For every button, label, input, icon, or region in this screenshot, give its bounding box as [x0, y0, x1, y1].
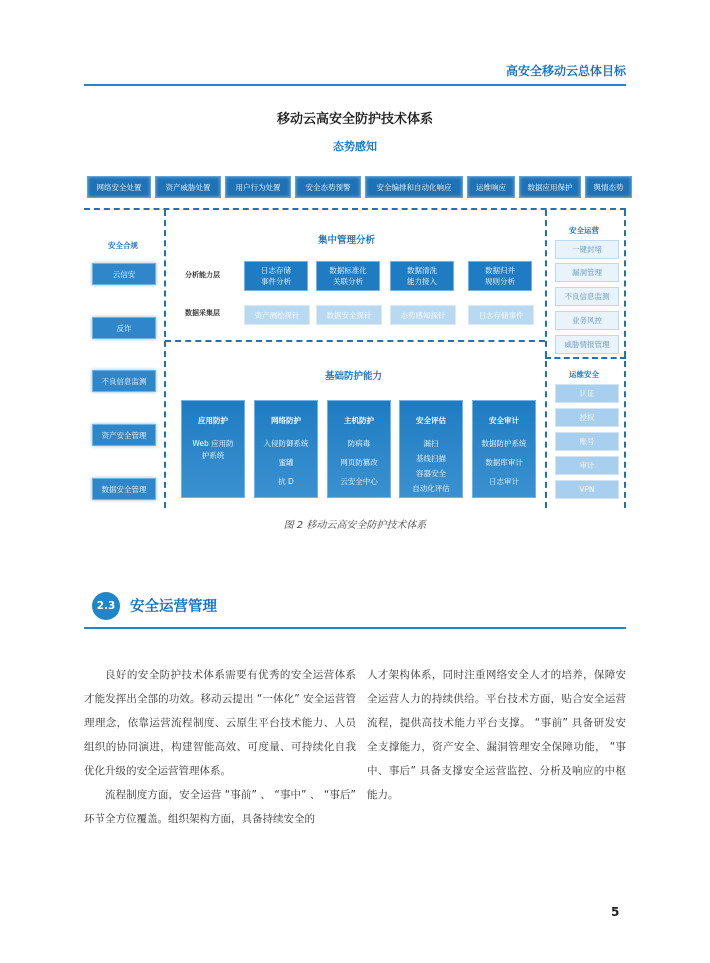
top-bar-item: 舆情态势 — [585, 176, 632, 198]
analysis-item: 数据清洗 能力接入 — [390, 261, 454, 291]
dashed-divider — [624, 210, 626, 508]
collection-layer-label: 数据采集层 — [185, 309, 220, 317]
figure-subtitle: 态势感知 — [333, 140, 377, 153]
compliance-item: 云信安 — [92, 263, 156, 285]
collection-item: 数据安全探针 — [316, 305, 382, 325]
compliance-item: 数据安全管理 — [92, 478, 156, 500]
dashed-divider — [545, 357, 626, 359]
analysis-layer-label: 分析能力层 — [185, 271, 220, 279]
page-number: 5 — [611, 905, 620, 919]
compliance-title: 安全合规 — [108, 241, 138, 250]
top-bar-item: 资产威胁处置 — [155, 176, 221, 198]
top-bar-item: 用户行为处置 — [225, 176, 291, 198]
column-item: 数据防护系统 — [481, 439, 527, 448]
protection-column — [472, 400, 536, 498]
column-title: 网络防护 — [271, 416, 301, 425]
column-item: 数据库审计 — [485, 458, 523, 467]
ops-item: 业务风控 — [555, 311, 619, 330]
protection-column — [181, 400, 245, 498]
column-item: 护系统 — [201, 451, 225, 460]
column-item: 基线扫描 — [416, 454, 446, 463]
section-title: 安全运营管理 — [130, 599, 217, 615]
collection-item: 态势感知探针 — [390, 305, 456, 325]
protection-column — [254, 400, 318, 498]
column-item: 蜜罐 — [278, 458, 294, 467]
top-bar-item: 数据应用保护 — [519, 176, 581, 198]
dashed-divider — [545, 210, 547, 508]
header-rule — [84, 84, 626, 86]
column-title: 安全审计 — [489, 416, 519, 425]
running-header: 高安全移动云总体目标 — [505, 64, 626, 78]
ops-title: 安全运营 — [569, 226, 599, 235]
section-number-badge: 2.3 — [92, 592, 120, 620]
column-item: 抗 D — [278, 477, 294, 486]
body-column-left — [84, 663, 356, 831]
column-item: 防病毒 — [347, 439, 371, 448]
column-item: Web 应用防 — [192, 439, 234, 448]
maint-item: 审计 — [555, 456, 619, 475]
column-item: 网页防篡改 — [340, 458, 378, 467]
ops-item: 不良信息监测 — [555, 287, 619, 306]
figure-title: 移动云高安全防护技术体系 — [276, 112, 433, 127]
paragraph: 良好的安全防护技术体系需要有优秀的安全运营体系才能发挥出全部的功效。移动云提出 “一体化” 安全运营管理理念，依靠运营流程制度、云原生平台技术能力、人员组织的协同演进，构建智能高效、可度量、可持续化自我优化升级的安全运营管理体系。 — [84, 669, 356, 777]
column-title: 应用防护 — [198, 416, 228, 425]
column-item: 漏扫 — [423, 439, 439, 448]
column-item: 云安全中心 — [340, 477, 378, 486]
situation-awareness-bar — [87, 176, 642, 198]
collection-item: 日志存储事件 — [468, 305, 534, 325]
paragraph: 流程制度方面，安全运营 “事前” 、 “事中” 、 “事后” 环节全方位覆盖。组织架构方面，具备持续安全的 — [84, 789, 356, 825]
base-protection-title: 基础防护能力 — [325, 371, 383, 382]
compliance-item: 不良信息监测 — [92, 370, 156, 392]
body-column-right — [367, 663, 626, 807]
ops-item: 威胁情报管理 — [555, 335, 619, 354]
column-item: 自动化评估 — [412, 484, 450, 493]
analysis-item: 日志存储 事件分析 — [244, 261, 308, 291]
maint-item: VPN — [555, 480, 619, 499]
column-title: 主机防护 — [344, 416, 374, 425]
maint-item: 认证 — [555, 384, 619, 403]
top-bar-item: 安全编排和自动化响应 — [365, 176, 463, 198]
top-bar-item: 网络安全处置 — [87, 176, 151, 198]
section-rule — [84, 627, 626, 629]
compliance-item: 资产安全管理 — [92, 424, 156, 446]
dashed-divider — [164, 210, 166, 508]
ops-item: 漏洞管理 — [555, 263, 619, 282]
column-item: 日志审计 — [489, 477, 519, 486]
column-item: 容器安全 — [416, 469, 446, 478]
maint-title: 运维安全 — [569, 370, 599, 379]
column-item: 入侵防御系统 — [263, 439, 309, 448]
maint-item: 授权 — [555, 408, 619, 427]
compliance-item: 反诈 — [92, 317, 156, 339]
ops-item: 一键封堵 — [555, 240, 619, 259]
top-bar-item: 运维响应 — [467, 176, 515, 198]
protection-column — [399, 400, 463, 498]
analysis-item: 数据标准化 关联分析 — [316, 261, 380, 291]
column-title: 安全评估 — [416, 416, 446, 425]
top-bar-item: 安全态势预警 — [295, 176, 361, 198]
paragraph: 人才架构体系，同时注重网络安全人才的培养，保障安全运营人力的持续供给。平台技术方面，贴合安全运营流程，提供高技术能力平台支撑。 “事前” 具备研发安全支撑能力，资产安全、漏洞管理安全保障功能， “事中、事后” 具备支撑安全运营监控、分析及响应的中枢能力。 — [367, 669, 626, 801]
analysis-title: 集中管理分析 — [318, 235, 376, 246]
collection-item: 资产测绘探针 — [244, 305, 310, 325]
dashed-divider — [165, 340, 545, 342]
protection-column — [327, 400, 391, 498]
figure-caption: 图 2 移动云高安全防护技术体系 — [283, 520, 427, 531]
analysis-item: 数据归并 规则分析 — [468, 261, 532, 291]
maint-item: 账号 — [555, 432, 619, 451]
